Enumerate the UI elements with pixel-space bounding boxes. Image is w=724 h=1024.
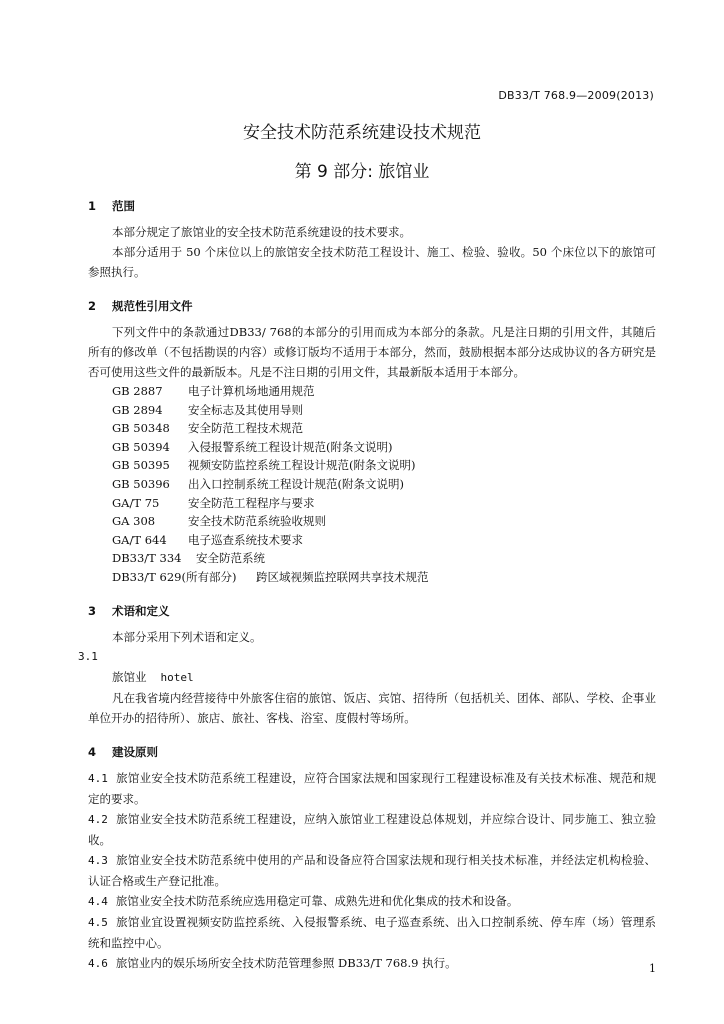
ref-code: GA/T 75	[112, 495, 160, 510]
section-heading-normative	[88, 296, 656, 316]
ref-code: GB 2894	[112, 402, 163, 417]
clause	[88, 912, 656, 953]
page-number: 1	[649, 962, 656, 975]
document-title: 安全技术防范系统建设技术规范	[243, 123, 481, 143]
clause-text: 旅馆业安全技术防范系统工程建设，应符合国家法规和国家现行工程建设标准及有关技术标准、规范和规定的要求。	[88, 770, 656, 806]
section-number: 1	[88, 199, 97, 213]
section-heading-terms	[88, 601, 656, 621]
ref-code: GB 50394	[112, 439, 170, 454]
section-title: 规范性引用文件	[112, 299, 193, 313]
list-item	[112, 438, 656, 457]
ref-name: 安全防范系统	[196, 551, 265, 566]
clause-number: 4.2	[88, 812, 108, 826]
paragraph: 本部分适用于 50 个床位以上的旅馆安全技术防范工程设计、施工、检验、验收。50 个床位以下的旅馆可参照执行。	[88, 245, 656, 279]
clause-text: 旅馆业安全技术防范系统中使用的产品和设备应符合国家法规和现行相关技术标准，并经法定机构检验、认证合格或生产登记批准。	[88, 852, 656, 888]
clause-text: 旅馆业内的娱乐场所安全技术防范管理参照 DB33/T 768.9 执行。	[115, 955, 457, 970]
clause-number: 4.5	[88, 915, 108, 929]
section-number: 2	[88, 299, 97, 313]
clause-text: 旅馆业安全技术防范系统工程建设，应纳入旅馆业工程建设总体规划，并应综合设计、同步施工、独立验收。	[88, 811, 656, 847]
list-item	[112, 512, 656, 531]
list-item	[112, 494, 656, 513]
paragraph: 本部分规定了旅馆业的安全技术防范系统建设的技术要求。	[112, 225, 411, 239]
ref-name: 安全防范工程程序与要求	[188, 495, 315, 510]
paragraph: 本部分采用下列术语和定义。	[112, 629, 262, 644]
list-item	[112, 401, 656, 420]
ref-code: GB 50348	[112, 421, 170, 436]
ref-name: 电子巡查系统技术要求	[188, 532, 303, 547]
list-item	[112, 549, 656, 568]
ref-code: DB33/T 629(所有部分)	[112, 569, 237, 584]
ref-name: 入侵报警系统工程设计规范(附条文说明)	[188, 439, 393, 454]
clause-text: 旅馆业安全技术防范系统应选用稳定可靠、成熟先进和优化集成的技术和设备。	[115, 893, 519, 908]
ref-name: 安全防范工程技术规范	[188, 421, 303, 436]
ref-name: 出入口控制系统工程设计规范(附条文说明)	[188, 476, 404, 491]
clause	[88, 768, 656, 809]
ref-code: GB 2887	[112, 384, 163, 398]
ref-code: DB33/T 334	[112, 551, 182, 566]
list-item	[112, 568, 656, 587]
ref-name: 视频安防监控系统工程设计规范(附条文说明)	[188, 458, 416, 473]
ref-name: 跨区域视频监控联网共享技术规范	[256, 569, 429, 584]
section-title: 术语和定义	[112, 603, 170, 618]
section-heading-scope	[88, 196, 656, 216]
standard-code: DB33/T 768.9—2009(2013)	[498, 89, 654, 102]
term-name-en: hotel	[160, 670, 194, 684]
section-heading-principles	[88, 742, 656, 762]
clause-number: 4.4	[88, 894, 108, 908]
ref-code: GA 308	[112, 514, 156, 529]
section-title: 范围	[112, 199, 136, 213]
section-number: 3	[88, 603, 97, 618]
document-body	[78, 196, 656, 974]
ref-code: GB 50396	[112, 476, 170, 491]
term-definition: 凡在我省境内经营接待中外旅客住宿的旅馆、饭店、宾馆、招待所（包括机关、团体、部队、学校、企事业单位开办的招待所）、旅店、旅社、客栈、浴室、度假村等场所。	[88, 690, 656, 725]
list-item	[112, 456, 656, 475]
ref-name: 安全技术防范系统验收规则	[188, 514, 326, 529]
clause	[88, 953, 656, 974]
term-number: 3.1	[78, 649, 98, 663]
clause	[88, 809, 656, 850]
ref-name: 安全标志及其使用导则	[188, 402, 303, 417]
list-item	[112, 382, 656, 401]
ref-code: GB 50395	[112, 458, 170, 473]
section-number: 4	[88, 744, 97, 759]
clause-number: 4.3	[88, 853, 108, 867]
clause-number: 4.1	[88, 771, 108, 785]
term-name-zh: 旅馆业	[112, 669, 147, 684]
document-subtitle: 第 9 部分: 旅馆业	[294, 162, 430, 182]
reference-list	[112, 382, 656, 587]
clause	[88, 891, 656, 912]
list-item	[112, 419, 656, 438]
list-item	[112, 475, 656, 494]
clause	[88, 850, 656, 891]
term-name	[112, 667, 656, 688]
clause-text: 旅馆业宜设置视频安防监控系统、入侵报警系统、电子巡查系统、出入口控制系统、停车库（场）管理系统和监控中心。	[88, 914, 656, 950]
list-item	[112, 531, 656, 550]
clause-number: 4.6	[88, 956, 108, 970]
ref-name: 电子计算机场地通用规范	[188, 384, 315, 398]
ref-code: GA/T 644	[112, 532, 167, 547]
paragraph: 下列文件中的条款通过DB33/ 768的本部分的引用而成为本部分的条款。凡是注日期的引用文件，其随后所有的修改单（不包括勘误的内容）或修订版均不适用于本部分，然而，鼓励根据本部分达成协议的各方研究是否可使用这些文件的最新版本。凡是不注日期的引用文件，其最新版本适用于本部分。	[88, 325, 656, 379]
section-title: 建设原则	[112, 744, 159, 759]
